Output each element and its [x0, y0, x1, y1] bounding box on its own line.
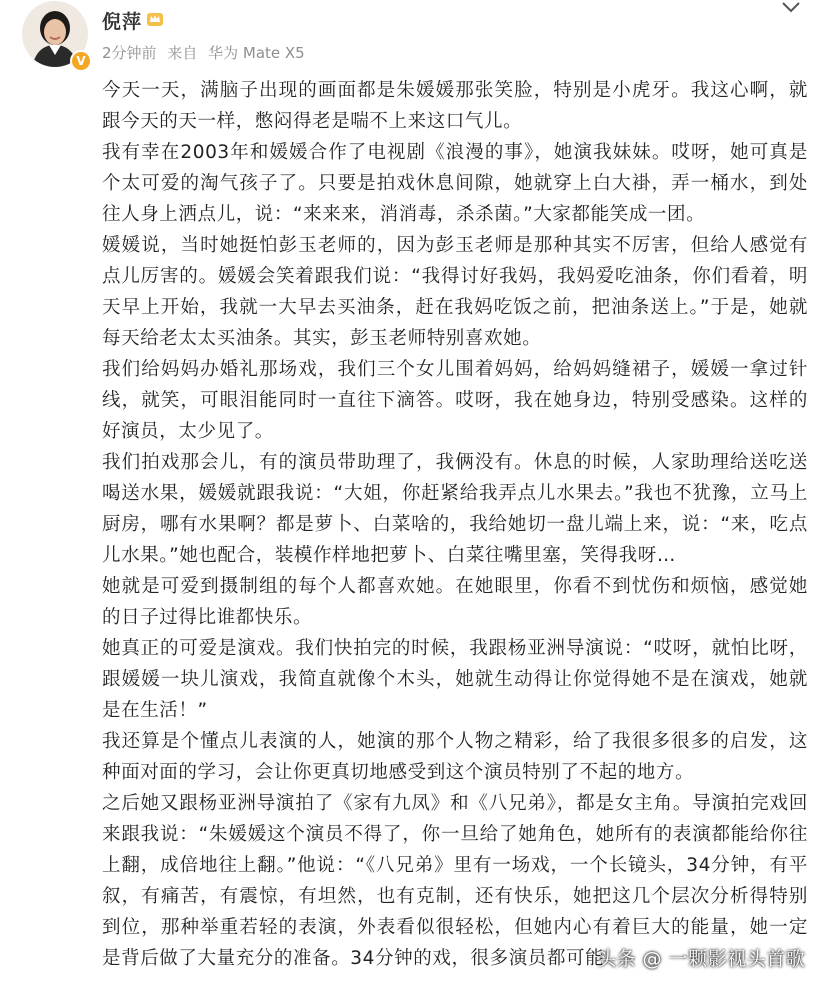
- post-time: 2分钟前: [102, 44, 157, 62]
- crown-badge-icon: [146, 10, 164, 28]
- post-paragraph: 媛媛说，当时她挺怕彭玉老师的，因为彭玉老师是那种其实不厉害，但给人感觉有点儿厉害的。媛媛会笑着跟我们说：“我得讨好我妈，我妈爱吃油条，你们看着，明天早上开始，我就一大早去买油条，赶在我妈吃饭之前，把油条送上。”于是，她就每天给老太太买油条。其实，彭玉老师特别喜欢她。: [102, 235, 808, 349]
- post-paragraph: 我们给妈妈办婚礼那场戏，我们三个女儿围着妈妈，给妈妈缝裙子，媛媛一拿过针线，就笑，可眼泪能同时一直往下滴答。哎呀，我在她身边，特别受感染。这样的好演员，太少见了。: [102, 359, 808, 442]
- device-source[interactable]: 华为 Mate X5: [208, 44, 305, 62]
- post-meta: [102, 42, 311, 63]
- post-paragraph: 我有幸在2003年和媛媛合作了电视剧《浪漫的事》，她演我妹妹。哎呀，她可真是个太可爱的淘气孩子了。只要是拍戏休息间隙，她就穿上白大褂，弄一桶水，到处往人身上洒点儿，说：“来来来，消消毒，杀杀菌。”大家都能笑成一团。: [102, 142, 808, 225]
- post-paragraph: 她就是可爱到摄制组的每个人都喜欢她。在她眼里，你看不到忧伤和烦恼，感觉她的日子过得比谁都快乐。: [102, 576, 808, 628]
- post-paragraph: 她真正的可爱是演戏。我们快拍完的时候，我跟杨亚洲导演说：“哎呀，就怕比呀，跟媛媛一块儿演戏，我简直就像个木头，她就生动得让你觉得她不是在演戏，她就是在生活！”: [102, 638, 808, 721]
- post-paragraph: 之后她又跟杨亚洲导演拍了《家有九凤》和《八兄弟》，都是女主角。导演拍完戏回来跟我说：“朱媛媛这个演员不得了，你一旦给了她角色，她所有的表演都能给你往上翻，成倍地往上翻。”他说：“《八兄弟》里有一场戏，一个长镜头，34分钟，有平叙，有痛苦，有震惊，有坦然，也有克制，还有快乐，她把这几个层次分析得特别到位，那种举重若轻的表演，外表看似很轻松，但她内心有着巨大的能量，她一定是背后做了大量充分的准备。34分钟的戏，很多演员都可能: [102, 793, 808, 969]
- post-body: [102, 75, 808, 974]
- watermark: 头条 @ 一颗影视头首歌: [597, 948, 806, 970]
- username[interactable]: 倪萍: [102, 11, 143, 33]
- post-header: [0, 0, 828, 80]
- post-paragraph: 我们拍戏那会儿，有的演员带助理了，我俩没有。休息的时候，人家助理给送吃送喝送水果，媛媛就跟我说：“大姐，你赶紧给我弄点儿水果去。”我也不犹豫，立马上厨房，哪有水果啊？都是萝卜、白菜啥的，我给她切一盘儿端上来，说：“来，吃点儿水果。”她也配合，装模作样地把萝卜、白菜往嘴里塞，笑得我呀…: [102, 452, 808, 566]
- chevron-down-icon[interactable]: [780, 0, 802, 16]
- verified-badge-icon: V: [70, 50, 92, 72]
- source-prefix: 来自: [167, 44, 198, 62]
- post-paragraph: 我还算是个懂点儿表演的人，她演的那个人物之精彩，给了我很多很多的启发，这种面对面的学习，会让你更真切地感受到这个演员特别了不起的地方。: [102, 731, 808, 783]
- post-paragraph: 今天一天，满脑子出现的画面都是朱媛媛那张笑脸，特别是小虎牙。我这心啊，就跟今天的天一样，憋闷得老是喘不上来这口气儿。: [102, 80, 808, 132]
